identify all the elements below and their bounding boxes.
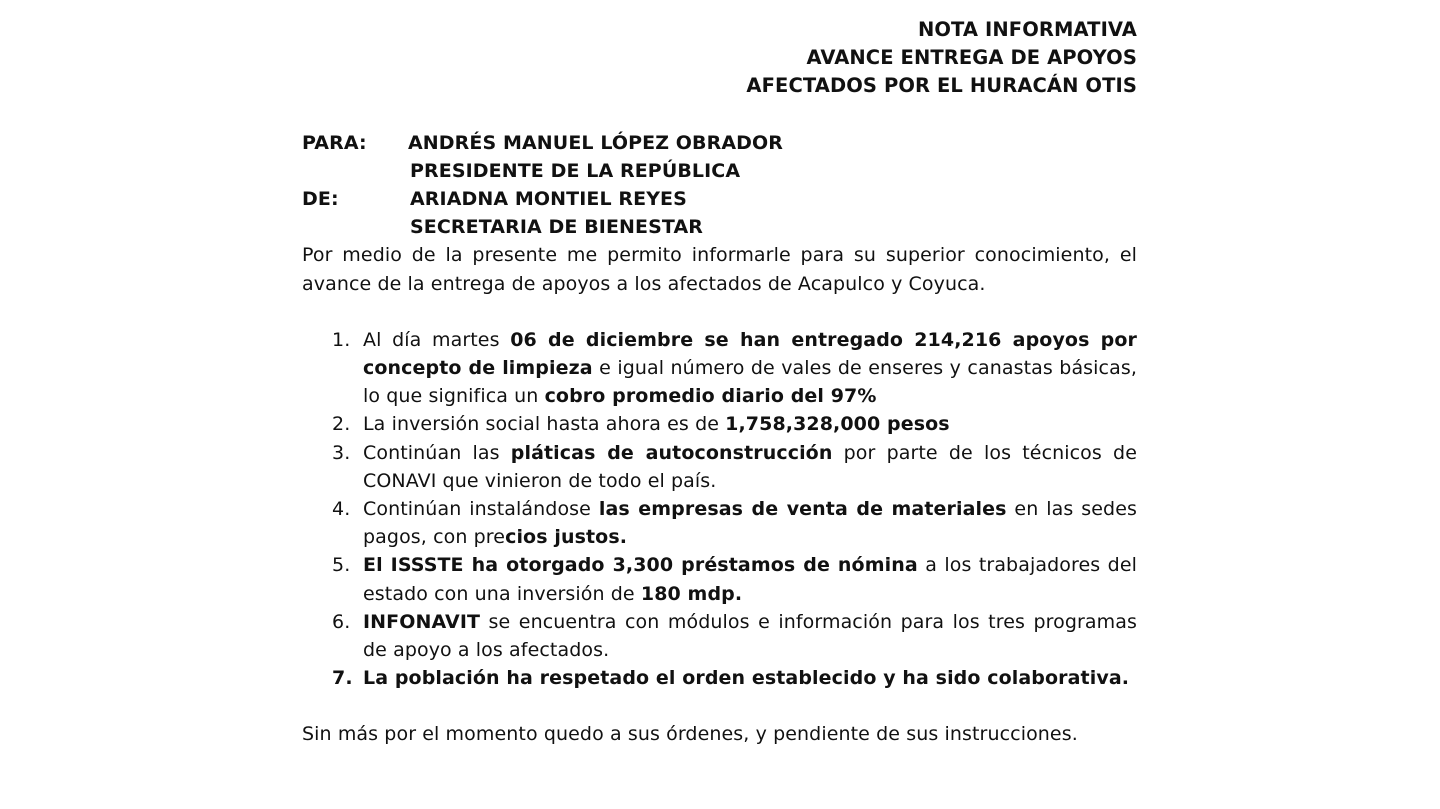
intro-paragraph: Por medio de la presente me permito informarle para su superior conocimiento, el avance de la entrega de apoyos a los afectados de Acapulco y Coyuca. <box>302 244 1137 295</box>
list-item <box>302 664 1137 692</box>
item-text-regular: se encuentra con módulos e información para los tres programas de apoyo a los afectados. <box>363 610 1137 662</box>
item-text-regular: Continúan las <box>363 441 511 464</box>
item-text-bold: cobro promedio diario del 97% <box>544 385 877 408</box>
item-text-bold: las empresas de venta de materiales <box>598 498 1007 521</box>
item-text-regular: Al día martes <box>363 328 511 351</box>
list-item <box>302 439 1137 495</box>
addressing-block <box>302 129 1137 242</box>
list-item <box>302 410 1137 438</box>
list-item <box>302 551 1137 607</box>
para-label: PARA: <box>302 131 367 154</box>
item-text-bold: cios justos. <box>505 526 628 549</box>
item-text-bold: 06 de diciembre se han entregado 214,216 apoyos por concepto de limpieza <box>363 328 1137 380</box>
recipient-title: PRESIDENTE DE LA REPÚBLICA <box>410 159 741 182</box>
item-number: 6. <box>332 610 351 633</box>
item-text-bold: La población ha respetado el orden establecido y ha sido colaborativa. <box>363 667 1130 690</box>
document-heading <box>302 16 1137 101</box>
item-text-bold: INFONAVIT <box>363 610 481 633</box>
item-text-bold: El ISSSTE ha otorgado 3,300 préstamos de nómina <box>363 554 918 577</box>
item-text <box>363 608 1137 664</box>
de-label: DE: <box>302 188 339 211</box>
para-title-row <box>302 157 1137 185</box>
item-number: 3. <box>332 441 351 464</box>
item-text <box>363 551 1137 607</box>
item-number: 7. <box>332 667 353 690</box>
heading-line-2: AVANCE ENTREGA DE APOYOS <box>806 46 1137 70</box>
list-item <box>302 608 1137 664</box>
para-row <box>302 129 1137 157</box>
item-text-bold: 1,758,328,000 pesos <box>725 413 950 436</box>
item-text-regular: e igual número de vales de enseres y canastas básicas, lo que significa un <box>363 357 1137 408</box>
item-text <box>363 410 1137 438</box>
item-number: 1. <box>332 328 351 351</box>
item-number: 4. <box>332 498 351 521</box>
heading-line-3: AFECTADOS POR EL HURACÁN OTIS <box>746 74 1137 98</box>
list-item <box>302 326 1137 411</box>
item-text-regular: por parte de los técnicos de CONAVI que vinieron de todo el país. <box>363 441 1138 492</box>
document-page <box>302 16 1137 749</box>
de-title-row <box>302 213 1137 241</box>
list-item <box>302 495 1137 551</box>
heading-line-1: NOTA INFORMATIVA <box>917 18 1137 41</box>
closing-paragraph: Sin más por el momento quedo a sus órdenes, y pendiente de sus instrucciones. <box>302 723 1078 746</box>
item-text-regular: a los trabajadores del estado con una inversión de <box>363 554 1137 605</box>
item-text <box>363 495 1137 551</box>
sender-name: ARIADNA MONTIEL REYES <box>410 188 687 211</box>
item-text-regular: Continúan instalándose <box>363 498 599 521</box>
sender-title: SECRETARIA DE BIENESTAR <box>410 216 704 239</box>
item-text-regular: en las sedes pagos, con pre <box>363 498 1138 549</box>
item-number: 2. <box>332 413 351 436</box>
item-text <box>363 326 1137 411</box>
item-text <box>363 439 1137 495</box>
item-text-bold: pláticas de autoconstrucción <box>510 441 833 464</box>
item-text-regular: La inversión social hasta ahora es de <box>363 413 726 436</box>
item-text-bold: 180 mdp. <box>640 582 743 605</box>
item-number: 5. <box>332 554 351 577</box>
items-list <box>302 326 1137 693</box>
recipient-name: ANDRÉS MANUEL LÓPEZ OBRADOR <box>408 131 784 154</box>
de-row <box>302 185 1137 213</box>
item-text <box>363 664 1137 692</box>
